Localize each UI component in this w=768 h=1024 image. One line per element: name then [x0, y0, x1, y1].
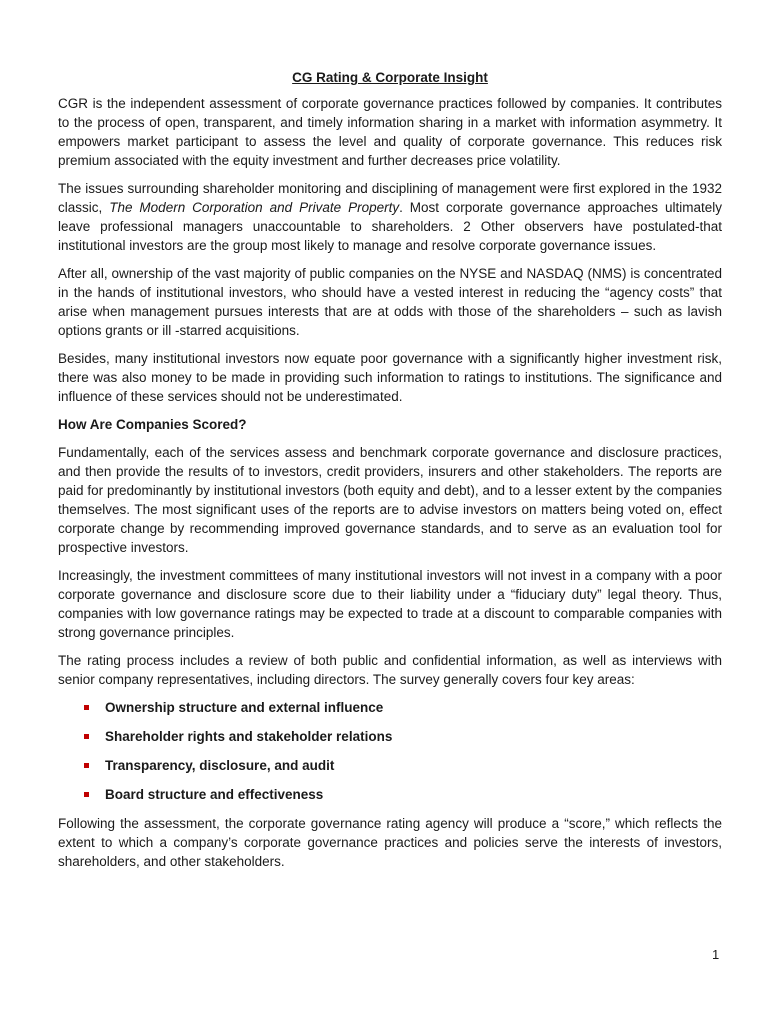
paragraph-ownership: After all, ownership of the vast majority of public companies on the NYSE and NASDAQ (NMS) is concentrated in the hands of institutional investors, who should have a vested interest in reducing the “agency costs” that arise when management pursues interests that are at odds with those of the shareholders – such as lavish options grants or ill -starred acquisitions.: [58, 266, 722, 338]
page-number: 1: [712, 947, 720, 962]
book-title: The Modern Corporation and Private Property: [109, 200, 400, 215]
list-item-label: Transparency, disclosure, and audit: [105, 758, 335, 773]
paragraph-shareholder-monitoring: [58, 179, 722, 255]
list-item: [58, 698, 722, 717]
list-item: [58, 785, 722, 804]
key-areas-list: [58, 698, 722, 804]
square-bullet-icon: [84, 734, 89, 739]
list-item-label: Ownership structure and external influence: [105, 700, 384, 715]
list-item-label: Shareholder rights and stakeholder relations: [105, 729, 393, 744]
paragraph-following-assessment: Following the assessment, the corporate governance rating agency will produce a “score,” which reflects the extent to which a company’s corporate governance practices and policies serve the interests of investors, shareholders, and other stakeholders.: [58, 816, 722, 869]
paragraph-rating-process: The rating process includes a review of both public and confidential information, as well as interviews with senior company representatives, including directors. The survey generally covers four key areas:: [58, 653, 722, 687]
list-item: [58, 727, 722, 746]
square-bullet-icon: [84, 763, 89, 768]
paragraph-cgr-definition: CGR is the independent assessment of corporate governance practices followed by companies. It contributes to the process of open, transparent, and timely information sharing in a market with information asymmetry. It empowers market participant to assess the level and quality of corporate governance. This reduces risk premium associated with the equity investment and further decreases price volatility.: [58, 96, 722, 168]
square-bullet-icon: [84, 792, 89, 797]
paragraph-text: The issues surrounding shareholder monitoring and disciplining of management were first explored in the 1932 classic,: [58, 181, 722, 215]
paragraph-investment-committees: Increasingly, the investment committees of many institutional investors will not invest in a company with a poor corporate governance and disclosure score due to their liability under a “fiduciary duty” legal theory. Thus, companies with low governance ratings may be expected to trade at a discount to comparable companies with strong governance principles.: [58, 568, 722, 640]
paragraph-investment-risk: Besides, many institutional investors now equate poor governance with a significantly higher investment risk, there was also money to be made in providing such information to ratings to institutions. The significance and influence of these services should not be underestimated.: [58, 351, 722, 404]
paragraph-text: . Most corporate governance approaches ultimately leave professional managers unaccountable to shareholders. 2 Other observers have postulated-that institutional investors are the group most likely to manage and resolve corporate governance issues.: [58, 200, 723, 253]
document-title: CG Rating & Corporate Insight: [292, 70, 488, 85]
list-item: [58, 756, 722, 775]
square-bullet-icon: [84, 705, 89, 710]
list-item-label: Board structure and effectiveness: [105, 787, 324, 802]
document-page: [58, 68, 722, 880]
section-heading: How Are Companies Scored?: [58, 417, 247, 432]
paragraph-services-assess: Fundamentally, each of the services assess and benchmark corporate governance and disclosure practices, and then provide the results of to investors, credit providers, insurers and other stakeholders. The reports are paid for predominantly by institutional investors (both equity and debt), and to a lesser extent by the companies themselves. The most significant uses of the reports are to advise investors on matters being voted on, effect corporate change by recommending improved governance standards, and to serve as an evaluation tool for prospective investors.: [58, 445, 722, 555]
